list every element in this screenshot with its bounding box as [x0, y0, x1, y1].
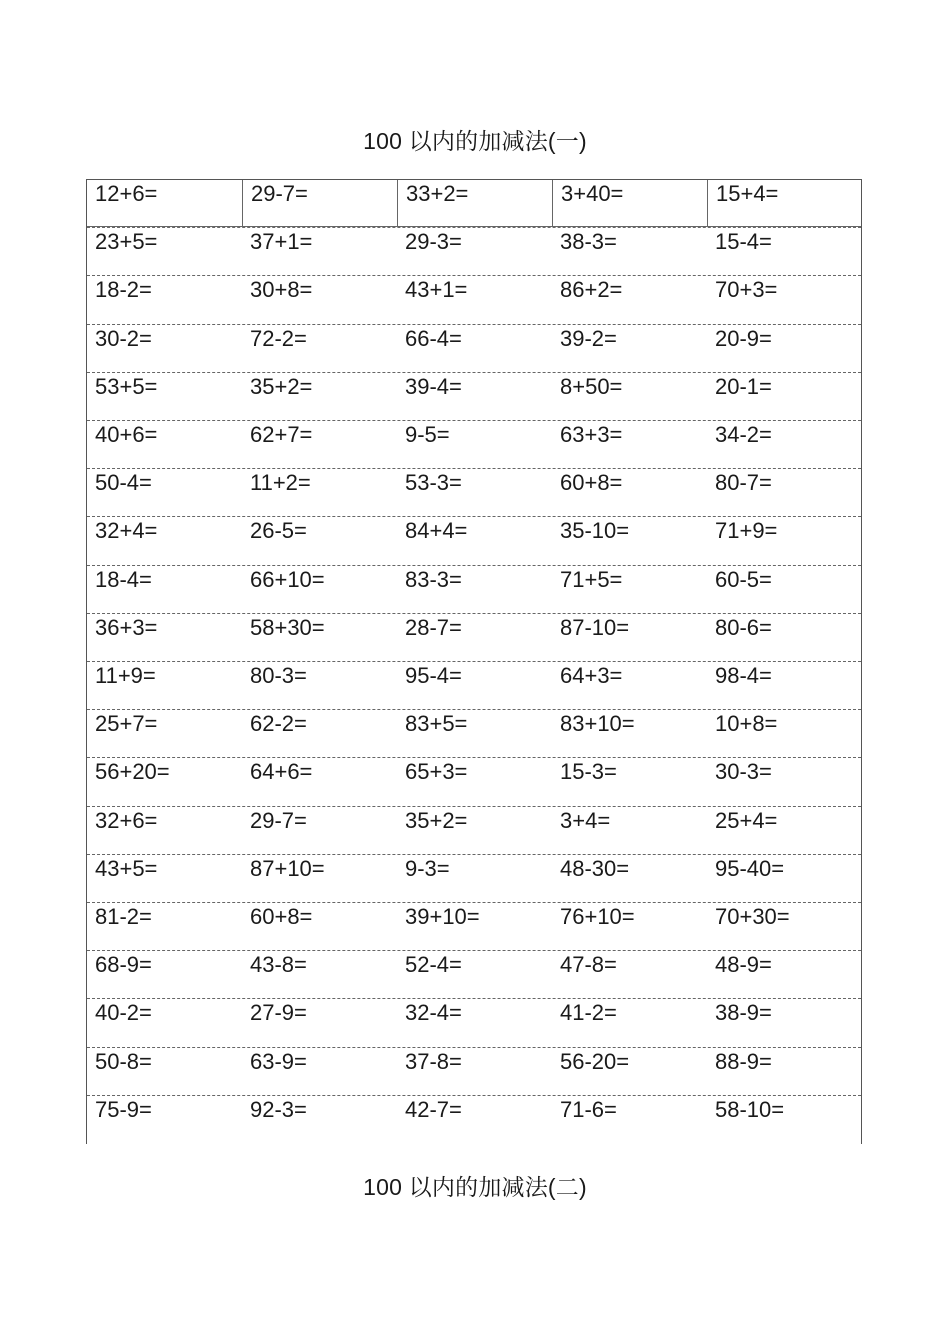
- problem-cell: 50-8=: [95, 1048, 152, 1074]
- problem-cell: 65+3=: [405, 759, 468, 785]
- problem-cell: 32+4=: [95, 518, 158, 544]
- problem-cell: 60+8=: [250, 904, 313, 929]
- problem-cell: 70+30=: [715, 904, 790, 929]
- problem-cell: 58-10=: [715, 1096, 785, 1122]
- problem-cell: 3+4=: [560, 807, 611, 833]
- problem-cell: 29-7=: [250, 807, 307, 833]
- problem-cell: 80-6=: [715, 614, 772, 640]
- problem-cell: 64+6=: [250, 759, 313, 785]
- problem-cell: 20-1=: [715, 373, 772, 399]
- problem-cell: 64+3=: [560, 663, 623, 688]
- problem-cell: 95-4=: [405, 663, 462, 688]
- problem-row: [87, 565, 861, 613]
- problem-cell: 58+30=: [250, 614, 325, 640]
- problem-row: [87, 1047, 861, 1095]
- problem-cell: 9-3=: [405, 855, 450, 881]
- problem-cell: 38-3=: [560, 229, 617, 255]
- problem-cell: 53+5=: [95, 373, 158, 399]
- problem-cell: 72-2=: [250, 325, 307, 351]
- problem-cell: 20-9=: [715, 325, 772, 351]
- problem-cell: 98-4=: [715, 663, 772, 688]
- problem-cell: 23+5=: [95, 229, 158, 255]
- problem-cell: 60+8=: [560, 470, 623, 496]
- problem-row: [87, 757, 861, 805]
- problem-table: [86, 179, 862, 1144]
- problem-cell: 29-3=: [405, 229, 462, 255]
- problem-cell: 3+40=: [552, 180, 707, 227]
- problem-cell: 40+6=: [95, 422, 158, 447]
- problem-row: [87, 227, 861, 275]
- worksheet-title-1: 100 以内的加减法(一): [363, 128, 587, 154]
- problem-cell: 35-10=: [560, 518, 630, 544]
- problem-cell: 9-5=: [405, 422, 450, 447]
- problem-cell: 47-8=: [560, 952, 617, 978]
- problem-cell: 11+2=: [250, 470, 311, 496]
- problem-cell: 71-6=: [560, 1096, 617, 1122]
- problem-cell: 53-3=: [405, 470, 462, 496]
- problem-row: [87, 613, 861, 661]
- problem-cell: 66+10=: [250, 566, 325, 592]
- problem-cell: 43+1=: [405, 277, 468, 303]
- problem-cell: 86+2=: [560, 277, 623, 303]
- problem-row: [87, 179, 861, 227]
- problem-cell: 12+6=: [87, 180, 242, 227]
- problem-row: [87, 324, 861, 372]
- problem-cell: 28-7=: [405, 614, 462, 640]
- problem-cell: 95-40=: [715, 855, 785, 881]
- problem-row: [87, 998, 861, 1046]
- problem-row: [87, 902, 861, 950]
- problem-row: [87, 709, 861, 757]
- problem-cell: 27-9=: [250, 1000, 307, 1026]
- problem-cell: 83+5=: [405, 711, 468, 737]
- problem-cell: 62+7=: [250, 422, 313, 447]
- problem-cell: 87+10=: [250, 855, 325, 881]
- problem-cell: 75-9=: [95, 1096, 152, 1122]
- problem-row: [87, 1095, 861, 1143]
- problem-cell: 39-2=: [560, 325, 617, 351]
- problem-cell: 40-2=: [95, 1000, 152, 1026]
- problem-cell: 80-3=: [250, 663, 307, 688]
- problem-cell: 18-4=: [95, 566, 152, 592]
- problem-cell: 81-2=: [95, 904, 152, 929]
- problem-cell: 15+4=: [707, 180, 861, 227]
- problem-row: [87, 854, 861, 902]
- problem-cell: 32+6=: [95, 807, 158, 833]
- problem-row: [87, 516, 861, 564]
- problem-cell: 10+8=: [715, 711, 778, 737]
- problem-cell: 38-9=: [715, 1000, 772, 1026]
- problem-cell: 11+9=: [95, 663, 156, 688]
- problem-cell: 52-4=: [405, 952, 462, 978]
- problem-cell: 30-2=: [95, 325, 152, 351]
- problem-cell: 68-9=: [95, 952, 152, 978]
- problem-cell: 80-7=: [715, 470, 772, 496]
- problem-cell: 39+10=: [405, 904, 480, 929]
- problem-cell: 33+2=: [397, 180, 552, 227]
- problem-cell: 39-4=: [405, 373, 462, 399]
- problem-cell: 48-30=: [560, 855, 630, 881]
- problem-cell: 70+3=: [715, 277, 778, 303]
- problem-cell: 83+10=: [560, 711, 635, 737]
- problem-cell: 18-2=: [95, 277, 152, 303]
- problem-cell: 63-9=: [250, 1048, 307, 1074]
- problem-row: [87, 468, 861, 516]
- problem-cell: 36+3=: [95, 614, 158, 640]
- problem-row: [87, 950, 861, 998]
- problem-cell: 84+4=: [405, 518, 468, 544]
- problem-cell: 32-4=: [405, 1000, 462, 1026]
- problem-cell: 92-3=: [250, 1096, 307, 1122]
- problem-cell: 37-8=: [405, 1048, 462, 1074]
- problem-cell: 56+20=: [95, 759, 170, 785]
- problem-cell: 35+2=: [250, 373, 313, 399]
- problem-cell: 48-9=: [715, 952, 772, 978]
- problem-cell: 63+3=: [560, 422, 623, 447]
- problem-row: [87, 661, 861, 709]
- problem-cell: 26-5=: [250, 518, 307, 544]
- problem-cell: 56-20=: [560, 1048, 630, 1074]
- worksheet-title-2: 100 以内的加减法(二): [363, 1174, 587, 1200]
- problem-cell: 71+9=: [715, 518, 778, 544]
- problem-cell: 88-9=: [715, 1048, 772, 1074]
- problem-cell: 43+5=: [95, 855, 158, 881]
- problem-cell: 66-4=: [405, 325, 462, 351]
- problem-cell: 87-10=: [560, 614, 630, 640]
- problem-cell: 50-4=: [95, 470, 152, 496]
- problem-row: [87, 372, 861, 420]
- problem-cell: 76+10=: [560, 904, 635, 929]
- problem-row: [87, 275, 861, 323]
- problem-cell: 34-2=: [715, 422, 772, 447]
- problem-cell: 62-2=: [250, 711, 307, 737]
- problem-cell: 30-3=: [715, 759, 772, 785]
- problem-cell: 43-8=: [250, 952, 307, 978]
- problem-cell: 37+1=: [250, 229, 313, 255]
- problem-cell: 35+2=: [405, 807, 468, 833]
- problem-row: [87, 806, 861, 854]
- problem-cell: 30+8=: [250, 277, 313, 303]
- problem-cell: 15-3=: [560, 759, 617, 785]
- problem-row: [87, 420, 861, 468]
- problem-cell: 29-7=: [242, 180, 397, 227]
- problem-cell: 15-4=: [715, 229, 772, 255]
- problem-cell: 83-3=: [405, 566, 462, 592]
- problem-cell: 8+50=: [560, 373, 623, 399]
- problem-cell: 60-5=: [715, 566, 772, 592]
- problem-cell: 71+5=: [560, 566, 623, 592]
- problem-cell: 25+7=: [95, 711, 158, 737]
- problem-cell: 41-2=: [560, 1000, 617, 1026]
- problem-cell: 25+4=: [715, 807, 778, 833]
- problem-cell: 42-7=: [405, 1096, 462, 1122]
